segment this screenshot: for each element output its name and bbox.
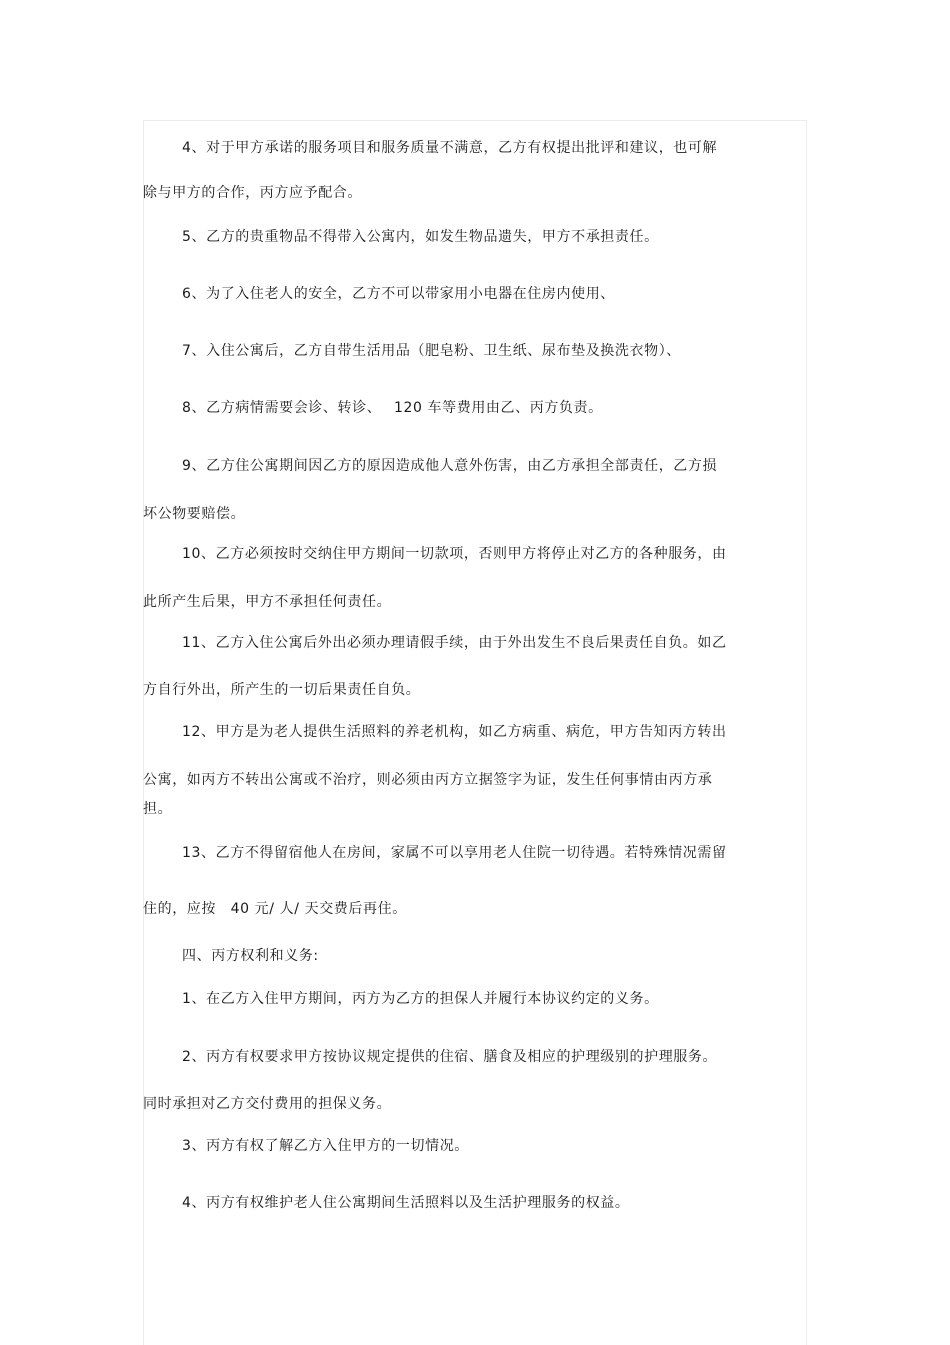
paragraph-line: 13、乙方不得留宿他人在房间，家属不可以享用老人住院一切待遇。若特殊情况需留 [182,845,727,861]
paragraph-line: 除与甲方的合作，丙方应予配合。 [143,185,362,201]
paragraph-line: 方自行外出，所产生的一切后果责任自负。 [143,682,421,698]
paragraph-line: 12、甲方是为老人提供生活照料的养老机构，如乙方病重、病危，甲方告知丙方转出 [182,724,727,740]
paragraph-line: 此所产生后果，甲方不承担任何责任。 [143,594,392,610]
paragraph-line: 2、丙方有权要求甲方按协议规定提供的住宿、膳食及相应的护理级别的护理服务。 [182,1049,718,1065]
paragraph-line: 5、乙方的贵重物品不得带入公寓内，如发生物品遗失，甲方不承担责任。 [182,229,659,245]
paragraph-line: 公寓，如丙方不转出公寓或不治疗，则必须由丙方立据签字为证，发生任何事情由丙方承 [143,772,713,788]
paragraph-line: 同时承担对乙方交付费用的担保义务。 [143,1096,392,1112]
paragraph-line: 4、对于甲方承诺的服务项目和服务质量不满意，乙方有权提出批评和建议，也可解 [182,140,718,156]
paragraph-line: 9、乙方住公寓期间因乙方的原因造成他人意外伤害，由乙方承担全部责任，乙方损 [182,458,718,474]
paragraph-line: 7、入住公寓后，乙方自带生活用品（肥皂粉、卫生纸、尿布垫及换洗衣物）、 [182,343,681,359]
paragraph-line: 1、在乙方入住甲方期间，丙方为乙方的担保人并履行本协议约定的义务。 [182,991,659,1007]
paragraph-line: 坏公物要赔偿。 [143,506,246,522]
paragraph-line: 10、乙方必须按时交纳住甲方期间一切款项，否则甲方将停止对乙方的各种服务，由 [182,546,727,562]
paragraph-line: 4、丙方有权维护老人住公寓期间生活照料以及生活护理服务的权益。 [182,1195,630,1211]
paragraph-line: 3、丙方有权了解乙方入住甲方的一切情况。 [182,1138,469,1154]
paragraph-line: 8、乙方病情需要会诊、转诊、 120 车等费用由乙、丙方负责。 [182,400,603,416]
paragraph-line: 担。 [143,801,173,817]
section-heading: 四、丙方权利和义务: [182,948,319,964]
paragraph-line: 住的，应按 40 元/ 人/ 天交费后再住。 [143,901,407,917]
paragraph-line: 11、乙方入住公寓后外出必须办理请假手续，由于外出发生不良后果责任自负。如乙 [182,635,727,651]
paragraph-line: 6、为了入住老人的安全，乙方不可以带家用小电器在住房内使用、 [182,286,615,302]
